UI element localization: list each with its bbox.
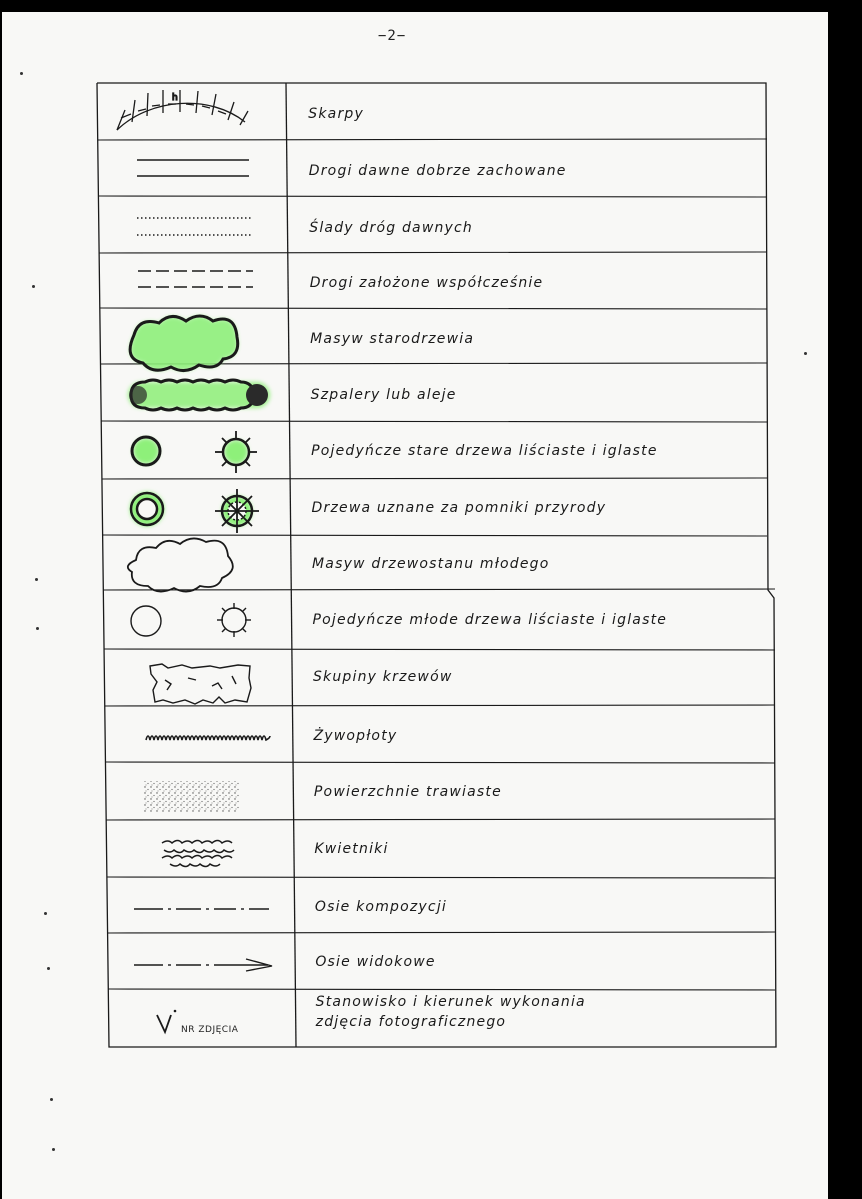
photo-number-caption: NR ZDJĘCIA (181, 1025, 239, 1035)
row-separator (98, 196, 767, 197)
legend-label: Pojedyńcze stare drzewa liściaste i iglaste (311, 443, 658, 459)
row-separator (99, 252, 767, 253)
legend-label: Szpalery lub aleje (310, 387, 457, 403)
dotted-double-line-icon (137, 218, 253, 235)
page-number: −2− (378, 28, 407, 44)
legend-label: Drzewa uznane za pomniki przyrody (311, 500, 607, 516)
young-single-trees-icon (131, 603, 251, 637)
green-single-trees-icon (132, 431, 257, 473)
legend-label: Żywopłoty (313, 728, 398, 744)
row-separator (105, 705, 775, 706)
row-separator (103, 535, 767, 536)
legend-label-line2: zdjęcia fotograficznego (315, 1014, 507, 1030)
row-separator (107, 877, 775, 878)
legend-label: Drogi dawne dobrze zachowane (308, 163, 567, 179)
grass-stipple-icon (143, 781, 240, 812)
dash-dot-arrow-icon (134, 959, 272, 971)
hedge-wave-icon (146, 736, 270, 740)
green-monument-trees-icon (130, 489, 259, 533)
legend-label: Skupiny krzewów (312, 669, 453, 685)
legend-label: Kwietniki (314, 841, 389, 857)
legend-labels (308, 106, 667, 1030)
skarpy-letter: h (172, 93, 179, 103)
row-separator (100, 308, 767, 309)
legend-label: Skarpy (308, 106, 364, 122)
legend-label: Ślady dróg dawnych (309, 220, 474, 236)
legend-label: Masyw starodrzewia (310, 331, 475, 347)
row-separator (105, 762, 775, 763)
cloud-outline-icon (128, 538, 233, 591)
skarpy-symbol (117, 90, 248, 130)
shrub-group-icon (150, 664, 251, 704)
row-separator (102, 478, 767, 479)
row-separator (98, 139, 767, 140)
row-separator (108, 932, 775, 933)
solid-double-line-icon (137, 160, 249, 176)
legend-label: Powierzchnie trawiaste (313, 784, 502, 800)
row-separator (108, 989, 775, 990)
row-separator (101, 421, 767, 422)
legend-label: Osie kompozycji (314, 899, 448, 915)
row-separator (106, 819, 775, 820)
legend-label: Osie widokowe (315, 954, 436, 970)
legend-label: Masyw drzewostanu młodego (312, 556, 550, 572)
green-cloud-mass-icon (130, 316, 238, 371)
green-tree-row-icon (128, 380, 270, 410)
dashed-double-line-icon (138, 271, 253, 287)
flowerbed-icon (162, 841, 234, 867)
legend-label: Pojedyńcze młode drzewa liściaste i iglaste (312, 612, 668, 628)
row-separator (104, 649, 775, 650)
legend-label: Stanowisko i kierunek wykonania (315, 994, 586, 1010)
legend-label: Drogi założone współcześnie (309, 275, 544, 291)
row-separator (103, 589, 775, 590)
photo-position-icon (157, 1010, 239, 1035)
